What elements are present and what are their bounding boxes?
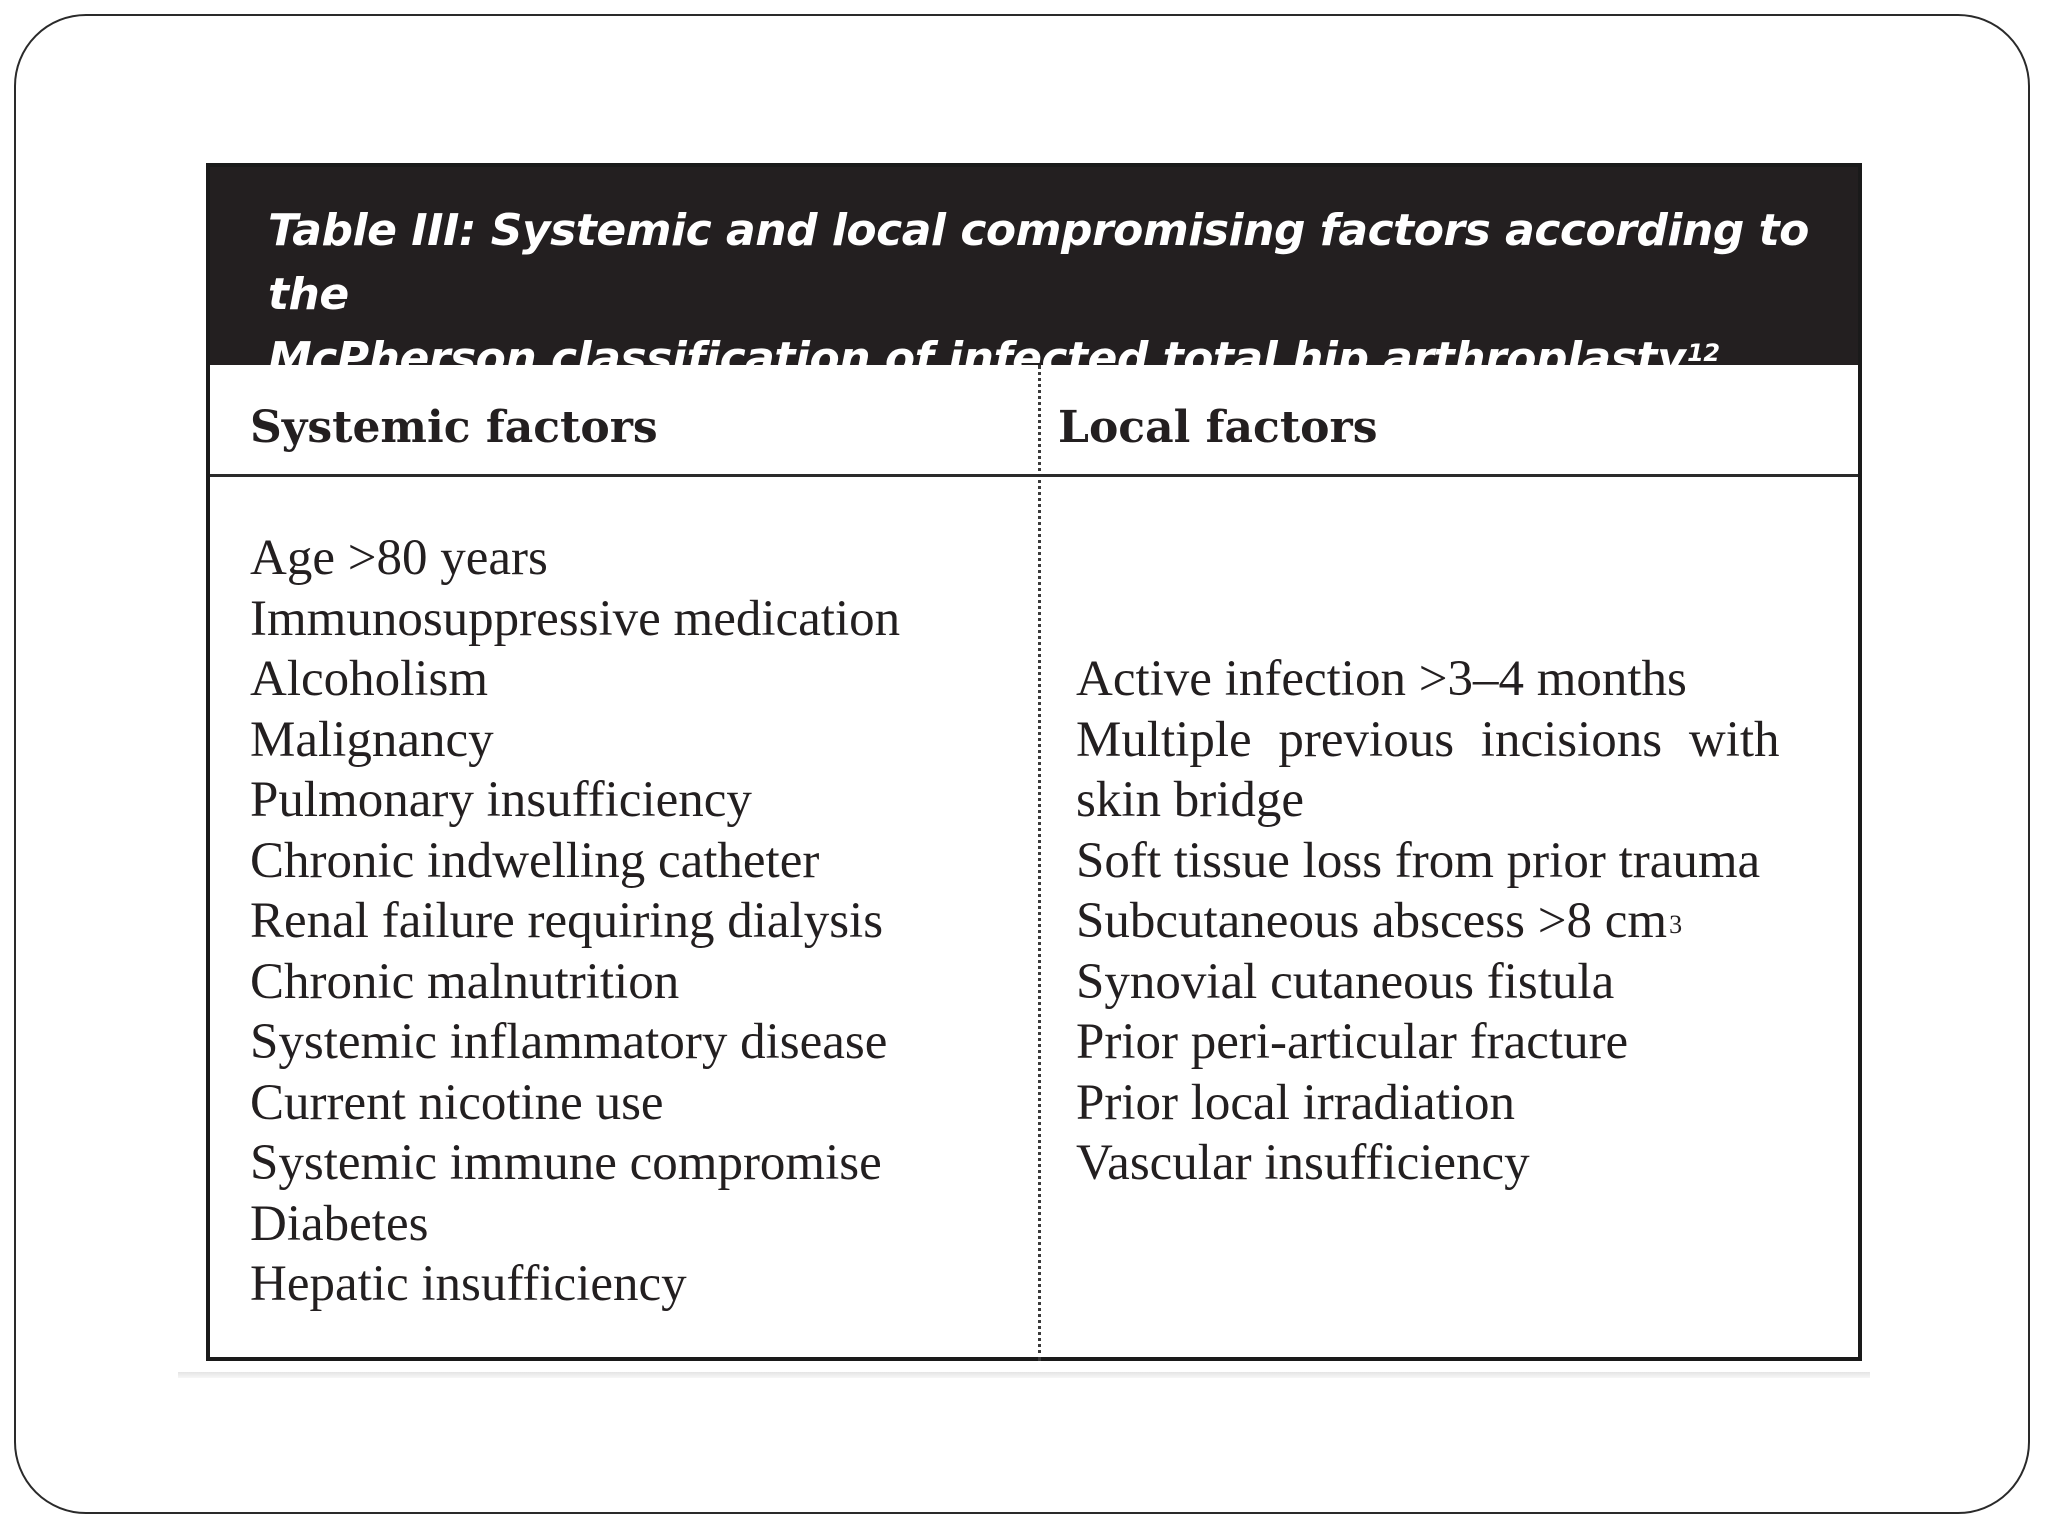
systemic-factor-item: Age >80 years [250,530,548,586]
caption-reference-superscript: 12 [1687,339,1720,367]
systemic-factor-item: Diabetes [250,1195,429,1252]
systemic-factors-header: Systemic factors [250,402,658,453]
local-factor-item: Vascular insufficiency [1076,1135,1530,1191]
systemic-factor-item: Systemic immune compromise [250,1135,882,1191]
systemic-factor-item: Renal failure requiring dialysis [250,893,884,949]
systemic-factor-item: Chronic indwelling catheter [250,832,820,889]
cubic-superscript: 3 [1669,910,1683,939]
local-factor-item: Soft tissue loss from prior trauma [1076,832,1761,889]
table-caption-line-1: Table III: Systemic and local compromising factors according to the [268,205,1809,320]
local-factor-item: Synovial cutaneous fistula [1076,953,1615,1010]
local-factor-item: Prior local irradiation [1076,1074,1516,1131]
systemic-factor-item: Hepatic insufficiency [250,1256,687,1312]
systemic-factors-list [250,528,1010,1315]
mcpherson-factors-table [206,163,1862,1361]
column-divider [1038,365,1041,1361]
table-caption [210,167,1858,384]
table-caption-line-2 [268,327,1858,391]
systemic-factor-item: Current nicotine use [250,1074,664,1131]
abscess-factor-text: Subcutaneous abscess >8 cm [1076,893,1668,949]
table-shadow [178,1372,1870,1378]
local-factors-header: Local factors [1058,402,1378,453]
systemic-factor-item: Alcoholism [250,651,488,707]
local-factor-item: Active infection >3–4 months [1076,651,1687,707]
local-factor-item-continuation: skin bridge [1076,772,1305,828]
systemic-factor-item: Immunosuppressive medication [250,590,901,647]
header-rule [210,474,1858,477]
local-factor-item: Prior peri-articular fracture [1076,1014,1629,1070]
systemic-factor-item: Pulmonary insufficiency [250,772,752,828]
local-factor-item [1076,891,1836,952]
local-factors-list [1076,649,1836,1194]
systemic-factor-item: Systemic inflammatory disease [250,1014,888,1070]
systemic-factor-item: Malignancy [250,711,494,768]
local-factor-item: Multiple previous incisions with [1076,711,1780,768]
table-caption-line-2-text: McPherson classification of infected total hip arthroplasty [268,333,1686,384]
systemic-factor-item: Chronic malnutrition [250,953,680,1010]
